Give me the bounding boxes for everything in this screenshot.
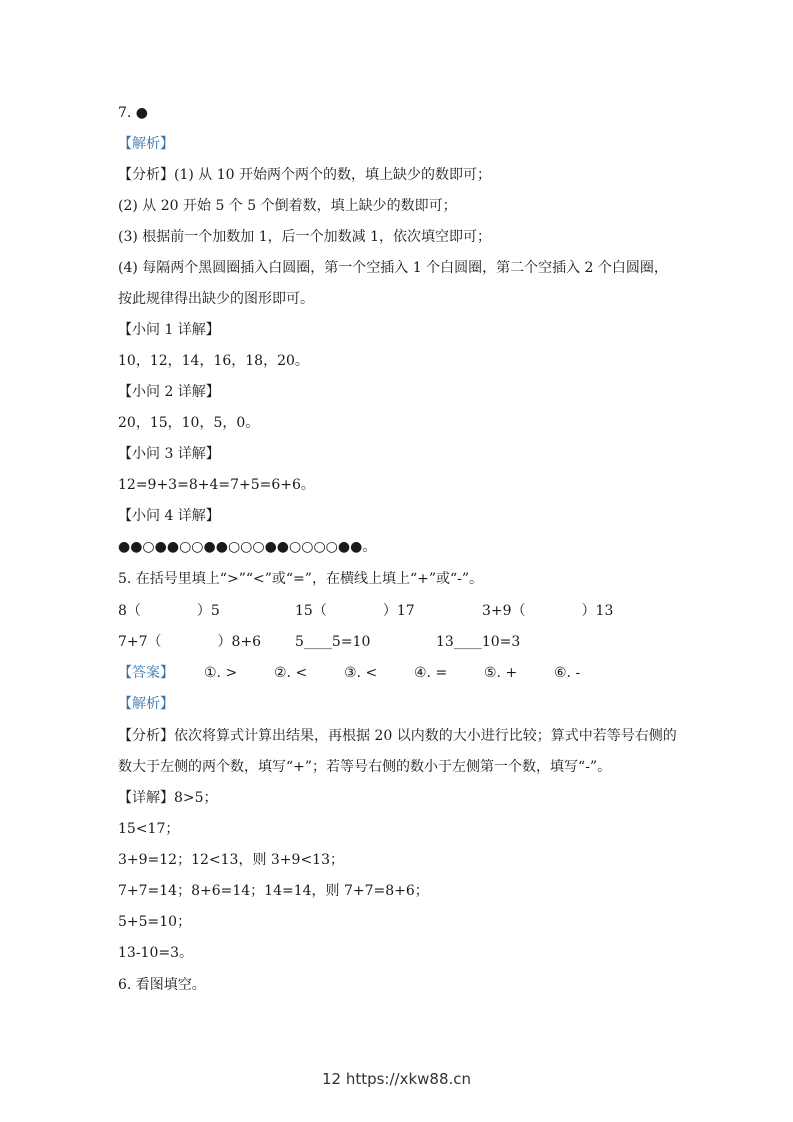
q5-answer-3: ③. <	[344, 665, 378, 681]
q7-number-line: 7. ●	[118, 105, 149, 121]
q7-sub3-answer: 12=9+3=8+4=7+5=6+6。	[118, 477, 315, 493]
q5-row2-item3: 13____10=3	[436, 634, 521, 650]
q7-sub4-answer: ●●○●●○○●●○○○●●○○○○●●。	[118, 539, 377, 555]
q7-analysis-2: (2) 从 20 开始 5 个 5 个倒着数，填上缺少的数即可；	[118, 198, 457, 214]
q7-sub4-title: 【小问 4 详解】	[118, 508, 220, 524]
q5-analysis-a: 【分析】依次将算式计算出结果，再根据 20 以内数的大小进行比较；算式中若等号右侧的	[118, 728, 677, 744]
q7-analysis-1: 【分析】(1) 从 10 开始两个两个的数，填上缺少的数即可；	[118, 167, 491, 183]
q7-sub2-title: 【小问 2 详解】	[118, 384, 220, 400]
q5-row2-item2: 5____5=10	[295, 634, 371, 650]
q5-detail-4: 7+7=14；8+6=14；14=14，则 7+7=8+6；	[118, 883, 429, 899]
q5-answer-label: 【答案】	[118, 665, 174, 681]
page-footer: 12 https://xkw88.cn	[321, 1070, 472, 1088]
q5-row1-item1: 8（ ）5	[118, 603, 220, 619]
q7-sub2-answer: 20，15，10，5，0。	[118, 415, 260, 431]
q7-jiexi-label: 【解析】	[118, 136, 174, 152]
q5-detail-1: 【详解】8>5；	[118, 790, 218, 806]
q5-row1-item2: 15（ ）17	[295, 603, 415, 619]
q5-jiexi-label: 【解析】	[118, 696, 174, 712]
q5-answer-6: ⑥. -	[554, 665, 581, 681]
q7-analysis-4b: 按此规律得出缺少的图形即可。	[118, 291, 314, 307]
q5-detail-3: 3+9=12；12<13，则 3+9<13；	[118, 852, 344, 868]
q5-answer-1: ①. >	[204, 665, 238, 681]
q7-sub1-answer: 10，12，14，16，18，20。	[118, 353, 309, 369]
q5-answer-4: ④. =	[414, 665, 448, 681]
q5-row2-item1: 7+7（ ）8+6	[118, 634, 262, 650]
q5-answer-2: ②. <	[274, 665, 308, 681]
q6-question: 6. 看图填空。	[118, 977, 206, 993]
q5-detail-6: 13-10=3。	[118, 945, 193, 961]
q7-sub1-title: 【小问 1 详解】	[118, 322, 220, 338]
q5-analysis-b: 数大于左侧的两个数，填写“+”；若等号右侧的数小于左侧第一个数，填写“-”。	[118, 759, 612, 775]
q5-question: 5. 在括号里填上“>”“<”或“=”，在横线上填上“+”或“-”。	[118, 571, 484, 587]
q7-sub3-title: 【小问 3 详解】	[118, 446, 220, 462]
q5-detail-2: 15<17；	[118, 821, 180, 837]
q7-analysis-4a: (4) 每隔两个黑圆圈插入白圆圈，第一个空插入 1 个白圆圈，第二个空插入 2 个白圆圈，	[118, 260, 668, 276]
q5-row1-item3: 3+9（ ）13	[482, 603, 614, 619]
q5-detail-5: 5+5=10；	[118, 914, 192, 930]
q7-analysis-3: (3) 根据前一个加数加 1，后一个加数减 1，依次填空即可；	[118, 229, 491, 245]
q5-answer-5: ⑤. +	[484, 665, 518, 681]
